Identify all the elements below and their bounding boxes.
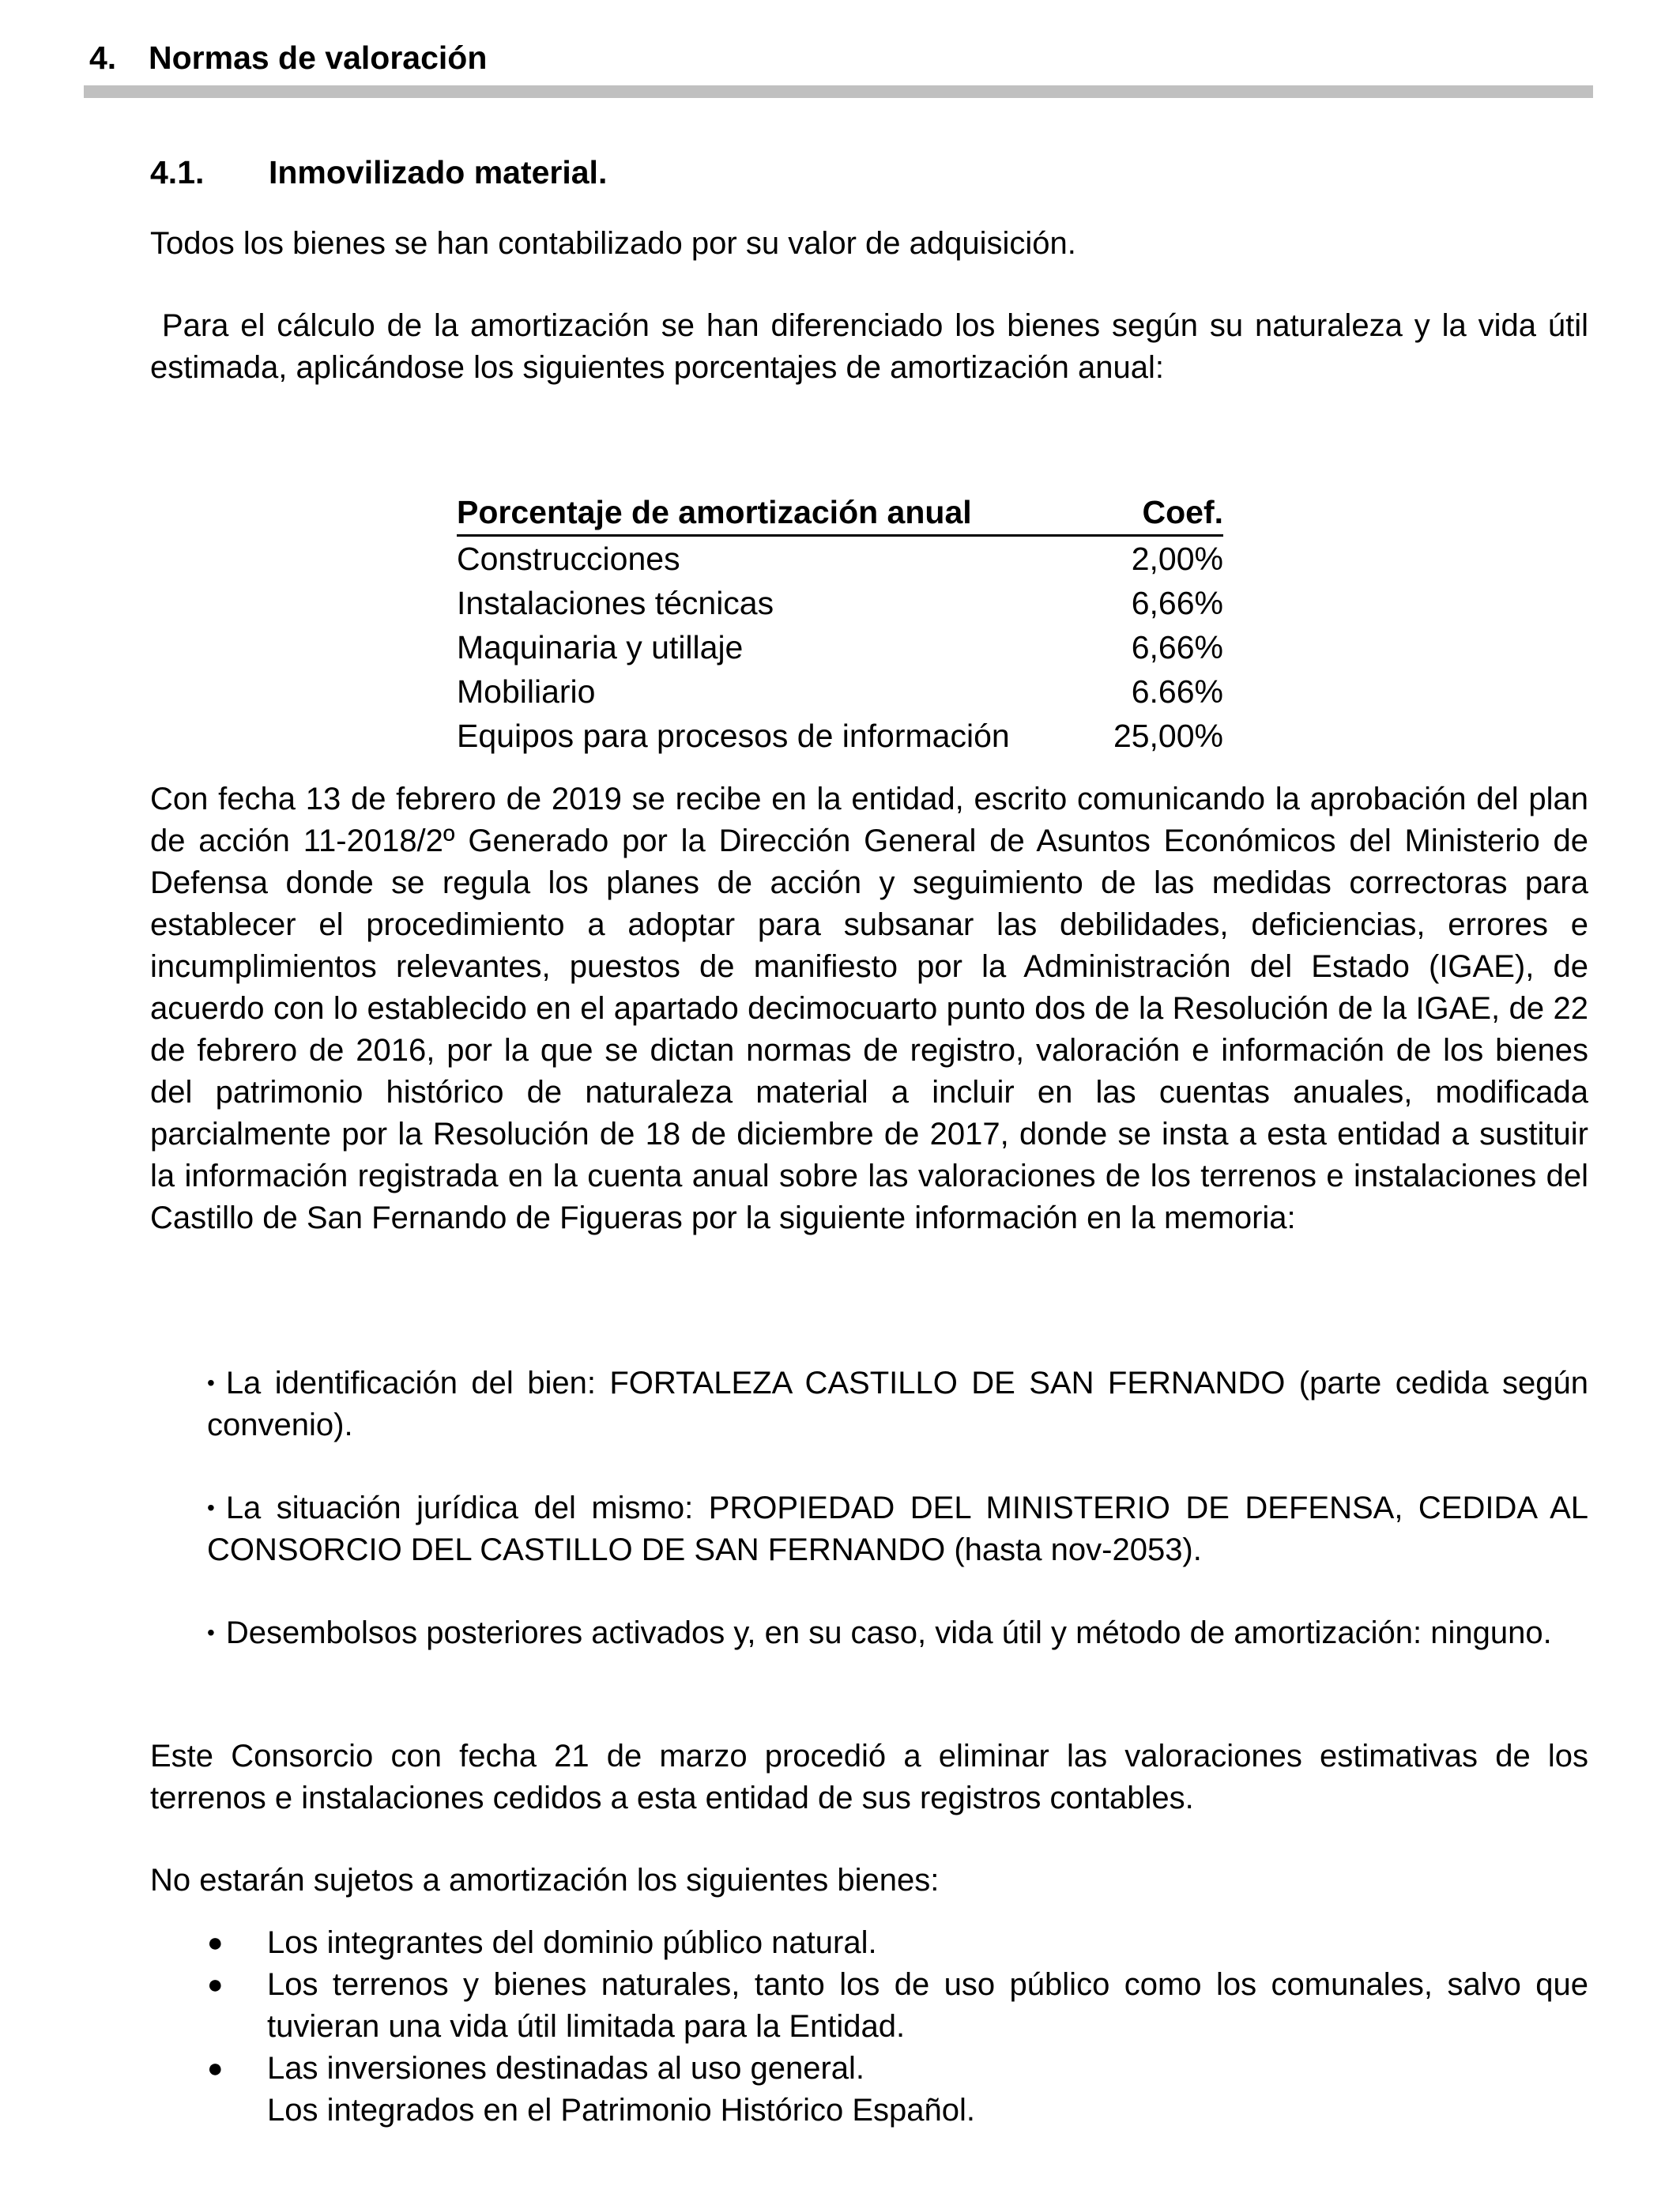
- dot-glyph: •: [207, 1370, 215, 1395]
- header-coef: Coef.: [1096, 490, 1223, 536]
- paragraph-valuation: Todos los bienes se han contabilizado por su valor de adquisición.: [150, 226, 1076, 261]
- list-item-text: Los integrados en el Patrimonio Histórico Español.: [267, 2093, 976, 2128]
- subsection-number: 4.1.: [150, 154, 205, 190]
- list-item-text: Las inversiones destinadas al uso general.: [267, 2051, 865, 2086]
- table-row: [457, 536, 1223, 582]
- amortization-table: [457, 490, 1223, 758]
- paragraph-consortium: Este Consorcio con fecha 21 de marzo procedió a eliminar las valoraciones estimativas de los terrenos e instalaciones cedidos a esta entidad de sus registros contables.: [150, 1739, 1588, 1815]
- list-item-text: Los terrenos y bienes naturales, tanto los de uso público como los comunales, salvo que tuvieran una vida útil limitada para la Entidad.: [267, 1967, 1588, 2044]
- table-row: [457, 714, 1223, 758]
- bullet-glyph: ●: [207, 2053, 224, 2083]
- row-category: Maquinaria y utillaje: [457, 629, 744, 665]
- row-coef: 6,66%: [1131, 629, 1223, 665]
- row-category: Instalaciones técnicas: [457, 585, 774, 621]
- section-title: Normas de valoración: [149, 40, 488, 76]
- subsection-heading: [150, 154, 607, 191]
- dot-item: [207, 1362, 1588, 1446]
- row-category: Mobiliario: [457, 673, 596, 710]
- table-row: [457, 669, 1223, 714]
- dot-item-text: La situación jurídica del mismo: PROPIEDAD DEL MINISTERIO DE DEFENSA, CEDIDA AL CONSORCIO DEL CASTILLO DE SAN FERNANDO (hasta nov-2053).: [207, 1491, 1588, 1567]
- dot-glyph: •: [207, 1495, 215, 1520]
- dot-item: [207, 1487, 1588, 1571]
- dot-item-text: La identificación del bien: FORTALEZA CASTILLO DE SAN FERNANDO (parte cedida según convenio).: [207, 1366, 1588, 1442]
- dot-item: [207, 1612, 1588, 1654]
- paragraph-exempt-intro: No estarán sujetos a amortización los siguientes bienes:: [150, 1863, 940, 1898]
- list-item: [207, 1922, 1588, 1964]
- row-coef: 25,00%: [1113, 718, 1223, 754]
- dot-glyph: •: [207, 1620, 215, 1645]
- bullet-glyph: ●: [207, 1928, 224, 1958]
- list-item: [207, 1964, 1588, 2048]
- header-category: Porcentaje de amortización anual: [457, 490, 1096, 536]
- row-category: Equipos para procesos de información: [457, 718, 1010, 754]
- exempt-list: [207, 1922, 1588, 2132]
- paragraph-resolution: Con fecha 13 de febrero de 2019 se recibe en la entidad, escrito comunicando la aprobación del plan de acción 11-2018/2º Generado por la Dirección General de Asuntos Económicos del Ministerio de Defensa donde se regula los planes de acción y seguimiento de las medidas correctoras para establecer el procedimiento a adoptar para subsanar las debilidades, deficiencias, errores e incumplimientos relevantes, puestos de manifiesto por la Administración del Estado (IGAE), de acuerdo con lo establecido en el apartado decimocuarto punto dos de la Resolución de la IGAE, de 22 de febrero de 2016, por la que se dictan normas de registro, valoración e información de los bienes del patrimonio histórico de naturaleza material a incluir en las cuentas anuales, modificada parcialmente por la Resolución de 18 de diciembre de 2017, donde se insta a esta entidad a sustituir la información registrada en la cuenta anual sobre las valoraciones de los terrenos e instalaciones del Castillo de San Fernando de Figueras por la siguiente información en la memoria:: [150, 782, 1588, 1235]
- row-coef: 6,66%: [1131, 585, 1223, 621]
- table-row: [457, 625, 1223, 669]
- list-item: [207, 2048, 1588, 2090]
- subsection-title: Inmovilizado material.: [269, 154, 608, 190]
- table-header-row: [457, 490, 1223, 536]
- bullet-glyph: ●: [207, 1970, 224, 2000]
- table-row: [457, 581, 1223, 625]
- row-category: Construcciones: [457, 541, 680, 577]
- paragraph-amortization-intro: Para el cálculo de la amortización se han diferenciado los bienes según su naturaleza y la vida útil estimada, aplicándose los siguientes porcentajes de amortización anual:: [150, 308, 1598, 385]
- row-coef: 2,00%: [1131, 541, 1223, 577]
- list-item: [207, 2090, 1588, 2132]
- section-heading: [89, 40, 487, 77]
- section-number: 4.: [89, 40, 117, 76]
- heading-rule: [84, 85, 1593, 98]
- row-coef: 6.66%: [1131, 673, 1223, 710]
- list-item-text: Los integrantes del dominio público natural.: [267, 1925, 877, 1960]
- dot-item-text: Desembolsos posteriores activados y, en su caso, vida útil y método de amortización: ninguno.: [225, 1615, 1552, 1650]
